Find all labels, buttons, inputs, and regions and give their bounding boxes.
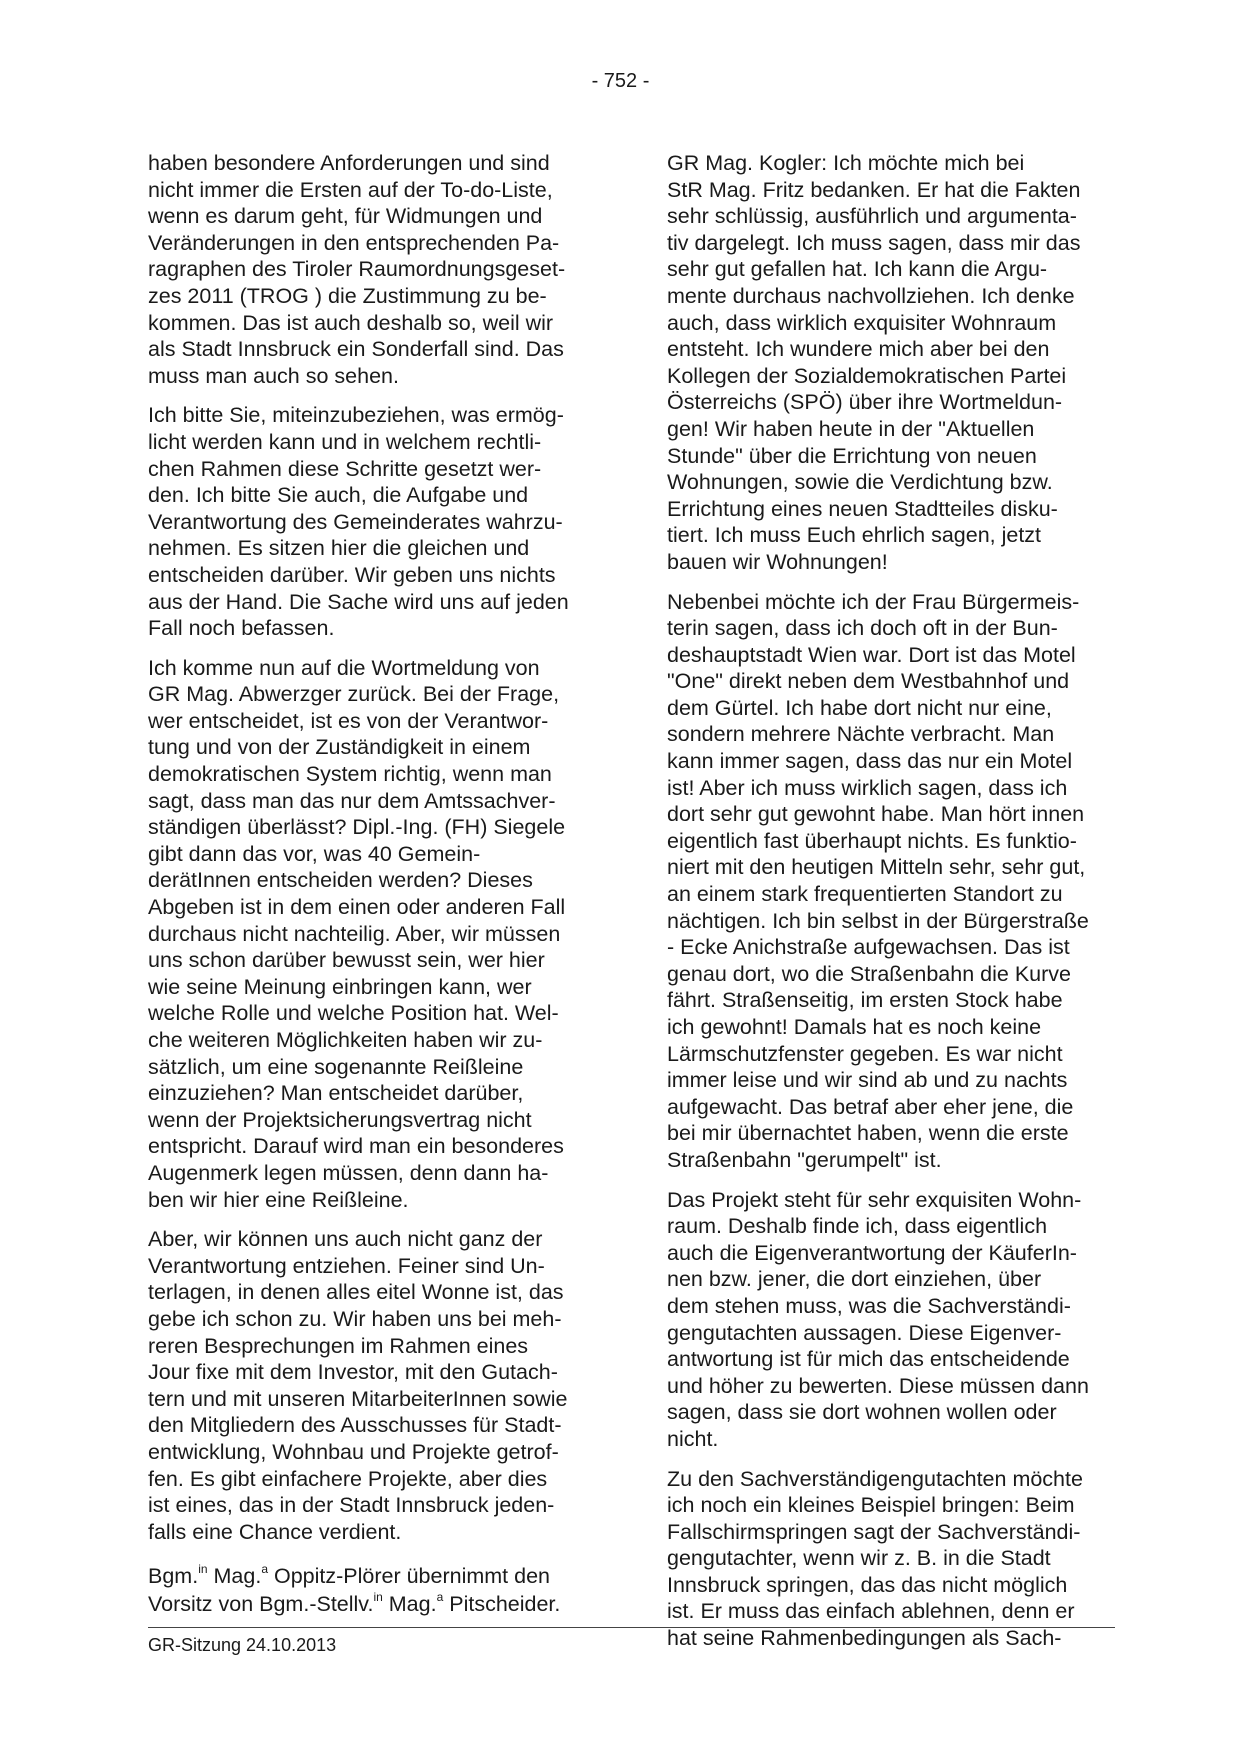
chair-change-note [148,1562,608,1618]
motion-sup: a [436,1590,444,1604]
paragraph: Das Projekt steht für sehr exquisiten Wohn- raum. Deshalb finde ich, dass eigentlich auch die Eigenverantwortung der KäuferIn- nen bzw. jener, die dort einziehen, über dem stehen muss, was die Sachverständi- gengutachten aussagen. Diese Eigenver- antwortung ist für mich das entscheidende und höher zu bewerten. Diese müssen dann sagen, dass sie dort wohnen wollen oder nicht. [667,1187,1089,1451]
motion-sup: in [198,1562,208,1576]
paragraph: Nebenbei möchte ich der Frau Bürgermeis- terin sagen, dass ich doch oft in der Bun- deshauptstadt Wien war. Dort ist das Motel "One" direkt neben dem Westbahnhof und dem Gürtel. Ich habe dort nicht nur eine, sondern mehrere Nächte verbracht. Man kann immer sagen, dass das nur ein Motel ist! Aber ich muss wirklich sagen, dass ich dort sehr gut gewohnt habe. Man hört innen eigentlich fast überhaupt nichts. Es funktio- niert mit den heutigen Mitteln sehr, sehr gut, an einem stark frequentierten Standort zu nächtigen. Ich bin selbst in der Bürgerstraße - Ecke Anichstraße aufgewachsen. Das ist genau dort, wo die Straßenbahn die Kurve fährt. Straßenseitig, im ersten Stock habe ich gewohnt! Damals hat es noch keine Lärmschutzfenster gegeben. Es war nicht immer leise und wir sind ab und zu nachts aufgewacht. Das betraf aber eher jene, die bei mir übernachtet haben, wenn die erste Straßenbahn "gerumpelt" ist. [667,589,1089,1172]
footer-divider [148,1627,1115,1628]
paragraph: Aber, wir können uns auch nicht ganz der Verantwortung entziehen. Feiner sind Un- terlagen, in denen alles eitel Wonne ist, das gebe ich schon zu. Wir haben uns bei meh- reren Besprechungen im Rahmen eines Jour fixe mit dem Investor, mit den Gutach- tern und mit unseren MitarbeiterInnen sowie den Mitgliedern des Ausschusses für Stadt- entwicklung, Wohnbau und Projekte getrof- fen. Es gibt einfachere Projekte, aber dies ist eines, das in der Stadt Innsbruck jeden- falls eine Chance verdient. [148,1227,568,1544]
motion-text: Pitscheider. [443,1592,561,1616]
paragraph: Ich komme nun auf die Wortmeldung von GR Mag. Abwerzger zurück. Bei der Frage, wer entscheidet, ist es von der Verantwor- tung und von der Zuständigkeit in einem demokratischen System richtig, wenn man sagt, dass man das nur dem Amtssachver- ständigen überlässt? Dipl.-Ing. (FH) Siegele gibt dann das vor, was 40 Gemein- derätInnen entscheiden werden? Dieses Abgeben ist in dem einen oder anderen Fall durchaus nicht nachteilig. Aber, wir müssen uns schon darüber bewusst sein, wer hier wie seine Meinung einbringen kann, wer welche Rolle und welche Position hat. Wel- che weiteren Möglichkeiten haben wir zu- sätzlich, um eine sogenannte Reißleine einzuziehen? Man entscheidet darüber, wenn der Projektsicherungsvertrag nicht entspricht. Darauf wird man ein besonderes Augenmerk legen müssen, denn dann ha- ben wir hier eine Reißleine. [148,655,566,1212]
left-column [148,150,588,1558]
motion-sup: in [373,1590,383,1604]
right-column [667,150,1112,1665]
motion-text: Oppitz-Plörer übernimmt den [268,1564,550,1588]
motion-text: Mag. [382,1592,437,1616]
motion-sup: a [261,1562,268,1576]
footer-text: GR-Sitzung 24.10.2013 [148,1635,337,1655]
paragraph: Ich bitte Sie, miteinzubeziehen, was ermög- licht werden kann und in welchem rechtli- chen Rahmen diese Schritte gesetzt wer- den. Ich bitte Sie auch, die Aufgabe und Verantwortung des Gemeinderates wahrzu- nehmen. Es sitzen hier die gleichen und entscheiden darüber. Wir geben uns nichts aus der Hand. Die Sache wird uns auf jeden Fall noch befassen. [148,403,569,641]
page-number: - 752 - [591,70,650,92]
motion-text: Mag. [207,1564,262,1588]
paragraph: GR Mag. Kogler: Ich möchte mich bei StR Mag. Fritz bedanken. Er hat die Fakten sehr schlüssig, ausführlich und argumenta- tiv dargelegt. Ich muss sagen, dass mir das sehr gut gefallen hat. Ich kann die Argu- mente durchaus nachvollziehen. Ich denke auch, dass wirklich exquisiter Wohnraum entsteht. Ich wundere mich aber bei den Kollegen der Sozialdemokratischen Partei Österreichs (SPÖ) über ihre Wortmeldun- gen! Wir haben heute in der "Aktuellen Stunde" über die Errichtung von neuen Wohnungen, sowie die Verdichtung bzw. Errichtung eines neuen Stadtteiles disku- tiert. Ich muss Euch ehrlich sagen, jetzt bauen wir Wohnungen! [667,151,1081,574]
motion-text: Bgm. [148,1564,199,1588]
motion-text: Vorsitz von Bgm.-Stellv. [148,1592,374,1616]
paragraph: haben besondere Anforderungen und sind nicht immer die Ersten auf der To-do-Liste, wenn es darum geht, für Widmungen und Veränderungen in den entsprechenden Pa- ragraphen des Tiroler Raumordnungsgeset- zes 2011 (TROG ) die Zustimmung zu be- kommen. Das ist auch deshalb so, weil wir als Stadt Innsbruck ein Sonderfall sind. Das muss man auch so sehen. [148,151,566,388]
paragraph: Zu den Sachverständigengutachten möchte ich noch ein kleines Beispiel bringen: Beim Fallschirmspringen sagt der Sachverständi- gengutachter, wenn wir z. B. in die Stadt Innsbruck springen, das das nicht möglich ist. Er muss das einfach ablehnen, denn er hat seine Rahmenbedingungen als Sach- [667,1466,1083,1651]
